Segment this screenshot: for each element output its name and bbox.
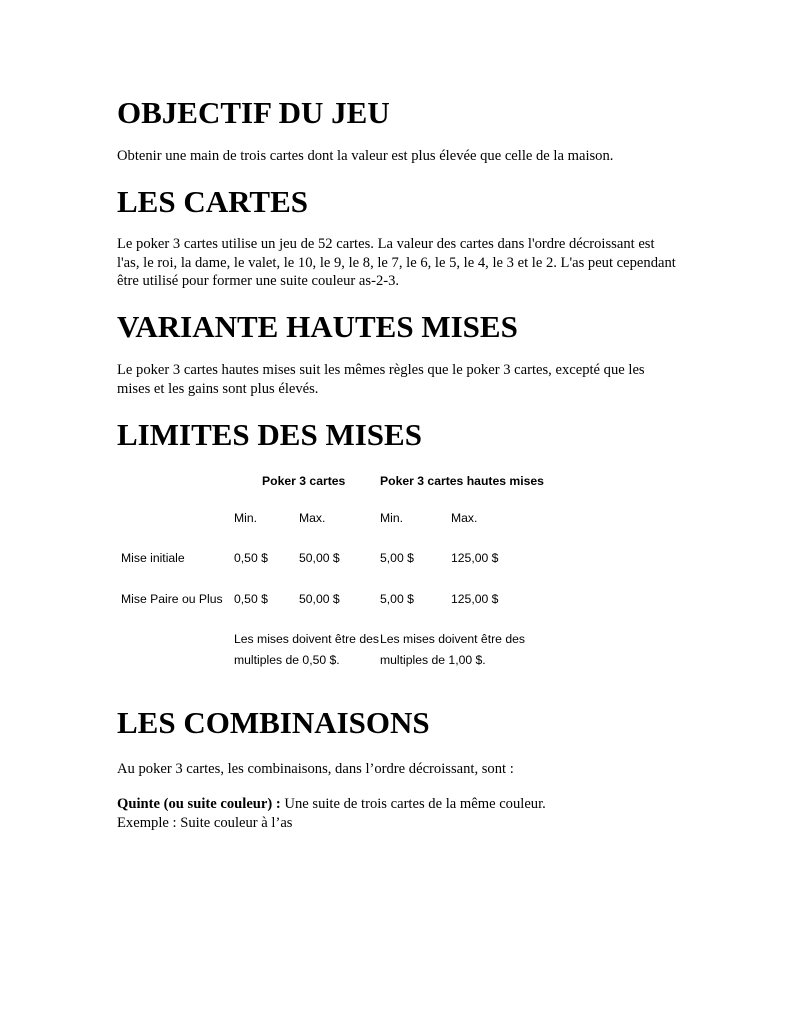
table-cell: 50,00 $	[299, 592, 340, 606]
table-note-high-stakes: Les mises doivent être des multiples de 1,00 $.	[380, 632, 525, 667]
table-row-label: Mise initiale	[121, 551, 185, 565]
heading-combinaisons: LES COMBINAISONS	[117, 705, 430, 740]
heading-variante: VARIANTE HAUTES MISES	[117, 309, 518, 344]
table-cell: 50,00 $	[299, 551, 340, 565]
table-group-header-high-stakes: Poker 3 cartes hautes mises	[380, 474, 544, 488]
table-cell: 0,50 $	[234, 551, 268, 565]
paragraph-variante: Le poker 3 cartes hautes mises suit les mêmes règles que le poker 3 cartes, excepté que les mises et les gains sont plus élevés.	[117, 362, 645, 397]
quinte-example: Exemple : Suite couleur à l’as	[117, 814, 293, 831]
table-cell: 5,00 $	[380, 551, 414, 565]
quinte-label: Quinte (ou suite couleur) :	[117, 796, 281, 812]
heading-limites: LIMITES DES MISES	[117, 417, 422, 452]
heading-objectif: OBJECTIF DU JEU	[117, 95, 390, 130]
table-cell: 5,00 $	[380, 592, 414, 606]
table-cell: 125,00 $	[451, 592, 499, 606]
table-group-header-standard: Poker 3 cartes	[262, 474, 346, 488]
table-note-standard: Les mises doivent être des multiples de 0,50 $.	[234, 632, 379, 667]
table-row-label: Mise Paire ou Plus	[121, 592, 223, 606]
table-col-max-high: Max.	[451, 511, 478, 525]
paragraph-objectif: Obtenir une main de trois cartes dont la valeur est plus élevée que celle de la maison.	[117, 148, 614, 164]
paragraph-cartes: Le poker 3 cartes utilise un jeu de 52 cartes. La valeur des cartes dans l'ordre décroissant est l'as, le roi, la dame, le valet, le 10, le 9, le 8, le 7, le 6, le 5, le 4, le 3 et le 2. L'as peut cependant être utilisé pour former une suite couleur as-2-3.	[117, 236, 676, 289]
table-cell: 125,00 $	[451, 551, 499, 565]
heading-cartes: LES CARTES	[117, 184, 309, 219]
table-col-max-standard: Max.	[299, 511, 326, 525]
table-col-min-high: Min.	[380, 511, 404, 525]
paragraph-quinte	[117, 795, 677, 832]
paragraph-combinaisons-intro: Au poker 3 cartes, les combinaisons, dans l’ordre décroissant, sont :	[117, 761, 514, 777]
table-cell: 0,50 $	[234, 592, 268, 606]
quinte-description: Une suite de trois cartes de la même couleur.	[280, 796, 546, 812]
table-col-min-standard: Min.	[234, 511, 258, 525]
